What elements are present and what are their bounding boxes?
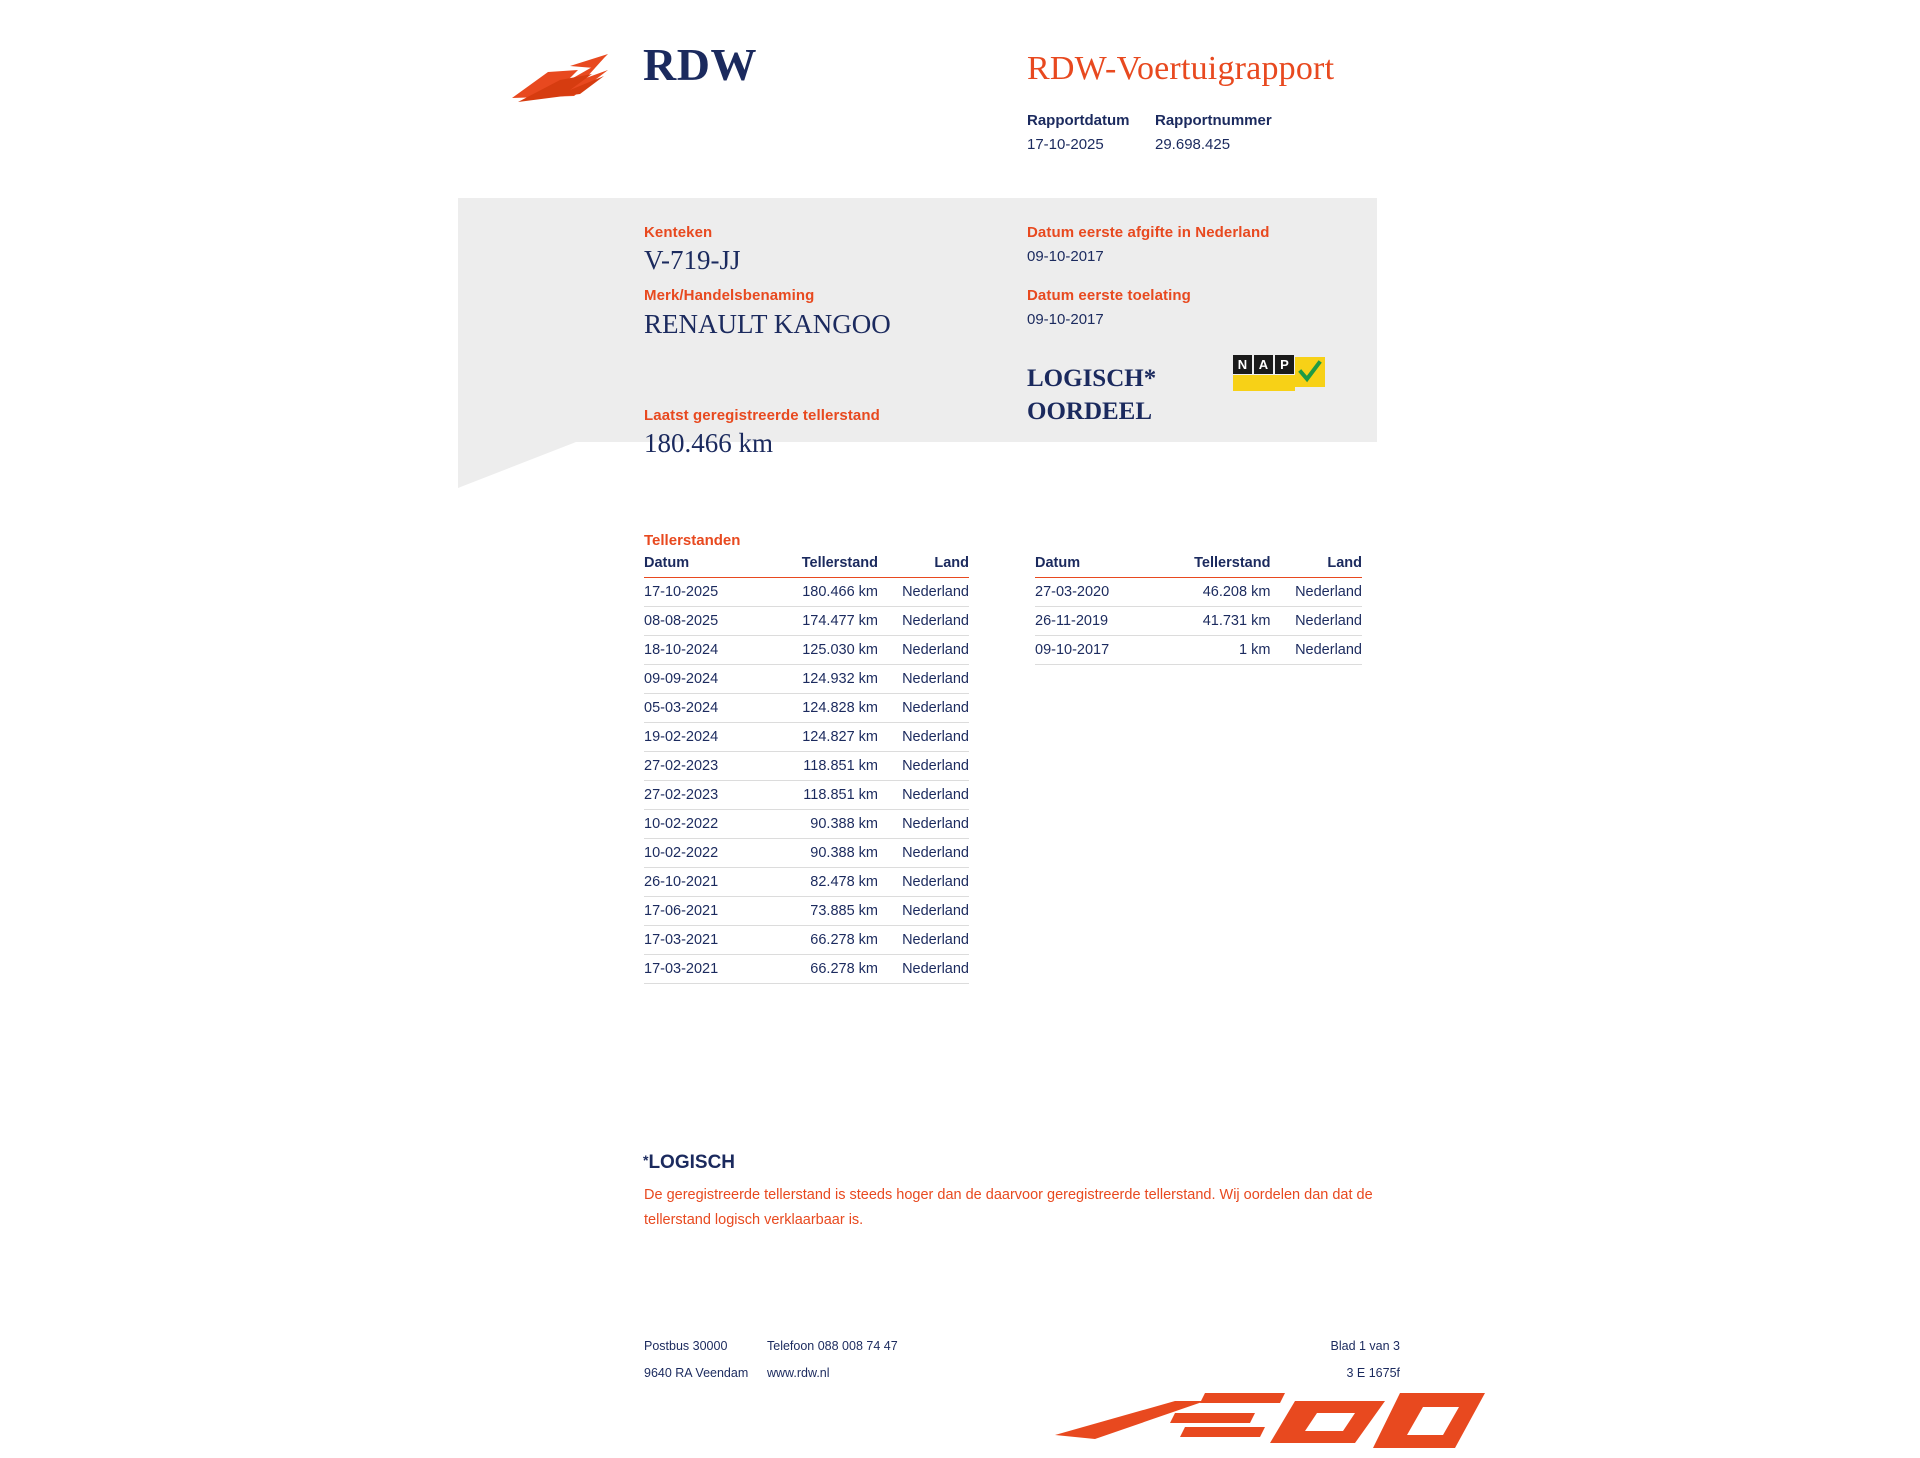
- footnote-title: [643, 1152, 735, 1174]
- verdict-line-2: OORDEEL: [1027, 398, 1153, 425]
- rdw-footer-graphic-icon: [1055, 1393, 1485, 1453]
- table-row: [644, 665, 969, 694]
- cell-datum: 17-03-2021: [644, 955, 768, 984]
- report-date-label: Rapportdatum: [1027, 112, 1130, 129]
- table-row: [644, 868, 969, 897]
- verdict-line-1: LOGISCH*: [1027, 365, 1157, 392]
- nap-letter-a: A: [1254, 355, 1273, 374]
- odometer-table-right: [1035, 553, 1362, 665]
- footnote-star: *: [643, 1152, 649, 1168]
- footnote-title-text: LOGISCH: [648, 1152, 736, 1173]
- cell-datum: 17-03-2021: [644, 926, 768, 955]
- table-row: [644, 694, 969, 723]
- kenteken-value: V-719-JJ: [644, 245, 741, 275]
- last-odometer-label: Laatst geregistreerde tellerstand: [644, 407, 880, 424]
- nap-badge: [1233, 355, 1325, 393]
- first-issue-date-value: 09-10-2017: [1027, 248, 1104, 265]
- check-icon: [1295, 357, 1325, 387]
- last-odometer-value: 180.466 km: [644, 428, 774, 458]
- cell-land: Nederland: [878, 868, 969, 897]
- cell-datum: 10-02-2022: [644, 810, 768, 839]
- odometer-table-left: [644, 553, 969, 984]
- table-row: [644, 636, 969, 665]
- column-header-datum: Datum: [644, 553, 768, 578]
- cell-tellerstand: 124.828 km: [768, 694, 879, 723]
- table-row: [644, 607, 969, 636]
- cell-datum: 18-10-2024: [644, 636, 768, 665]
- first-admission-date-label: Datum eerste toelating: [1027, 287, 1191, 304]
- cell-datum: 27-02-2023: [644, 752, 768, 781]
- footer-website[interactable]: www.rdw.nl: [767, 1366, 830, 1380]
- cell-tellerstand: 46.208 km: [1159, 578, 1270, 607]
- cell-land: Nederland: [878, 752, 969, 781]
- cell-land: Nederland: [878, 607, 969, 636]
- cell-tellerstand: 125.030 km: [768, 636, 879, 665]
- first-admission-date-value: 09-10-2017: [1027, 311, 1104, 328]
- table-row: [644, 926, 969, 955]
- column-header-datum: Datum: [1035, 553, 1159, 578]
- column-header-land: Land: [878, 553, 969, 578]
- cell-datum: 09-10-2017: [1035, 636, 1159, 665]
- cell-tellerstand: 82.478 km: [768, 868, 879, 897]
- cell-tellerstand: 73.885 km: [768, 897, 879, 926]
- cell-tellerstand: 66.278 km: [768, 926, 879, 955]
- cell-datum: 19-02-2024: [644, 723, 768, 752]
- rdw-logo: [508, 40, 808, 110]
- cell-datum: 26-11-2019: [1035, 607, 1159, 636]
- cell-tellerstand: 90.388 km: [768, 810, 879, 839]
- cell-tellerstand: 124.827 km: [768, 723, 879, 752]
- cell-land: Nederland: [878, 781, 969, 810]
- cell-tellerstand: 66.278 km: [768, 955, 879, 984]
- report-number-label: Rapportnummer: [1155, 112, 1272, 129]
- nap-yellow-bar: [1233, 375, 1295, 391]
- cell-datum: 10-02-2022: [644, 839, 768, 868]
- cell-datum: 17-06-2021: [644, 897, 768, 926]
- cell-datum: 17-10-2025: [644, 578, 768, 607]
- footer-city: 9640 RA Veendam: [644, 1366, 749, 1380]
- table-row: [1035, 578, 1362, 607]
- nap-letters: [1233, 355, 1294, 374]
- first-issue-date-label: Datum eerste afgifte in Nederland: [1027, 224, 1270, 241]
- cell-land: Nederland: [878, 897, 969, 926]
- report-date-value: 17-10-2025: [1027, 136, 1104, 153]
- cell-land: Nederland: [878, 955, 969, 984]
- nap-letter-n: N: [1233, 355, 1252, 374]
- cell-land: Nederland: [1270, 607, 1362, 636]
- kenteken-label: Kenteken: [644, 224, 713, 241]
- cell-tellerstand: 124.932 km: [768, 665, 879, 694]
- column-header-tellerstand: Tellerstand: [768, 553, 879, 578]
- nap-letter-p: P: [1275, 355, 1294, 374]
- panel-corner-notch: [458, 442, 576, 488]
- cell-tellerstand: 41.731 km: [1159, 607, 1270, 636]
- cell-land: Nederland: [878, 810, 969, 839]
- column-header-land: Land: [1270, 553, 1362, 578]
- cell-land: Nederland: [878, 636, 969, 665]
- footer-telephone: Telefoon 088 008 74 47: [767, 1339, 898, 1353]
- table-header-row: [644, 553, 969, 578]
- table-row: [644, 752, 969, 781]
- footer-page-number: Blad 1 van 3: [1330, 1339, 1400, 1353]
- footnote-body: De geregistreerde tellerstand is steeds hoger dan de daarvoor geregistreerde tellerstand. Wij oordelen dan dat de tellerstand logisch verklaarbaar is.: [644, 1187, 1373, 1228]
- cell-datum: 26-10-2021: [644, 868, 768, 897]
- cell-datum: 27-03-2020: [1035, 578, 1159, 607]
- table-body-left: [644, 578, 969, 984]
- rdw-swoosh-logo-icon: [508, 48, 626, 108]
- verdict-block: [1027, 362, 1156, 428]
- cell-land: Nederland: [1270, 636, 1362, 665]
- cell-datum: 05-03-2024: [644, 694, 768, 723]
- report-title: RDW-Voertuigrapport: [1027, 50, 1335, 87]
- cell-tellerstand: 174.477 km: [768, 607, 879, 636]
- footer-form-code: 3 E 1675f: [1346, 1366, 1400, 1380]
- column-header-tellerstand: Tellerstand: [1159, 553, 1270, 578]
- table-row: [1035, 636, 1362, 665]
- table-row: [644, 810, 969, 839]
- cell-land: Nederland: [878, 665, 969, 694]
- rdw-wordmark: RDW: [643, 39, 757, 90]
- cell-land: Nederland: [878, 578, 969, 607]
- table-row: [644, 955, 969, 984]
- cell-datum: 27-02-2023: [644, 781, 768, 810]
- table-row: [1035, 607, 1362, 636]
- table-row: [644, 897, 969, 926]
- cell-tellerstand: 1 km: [1159, 636, 1270, 665]
- cell-land: Nederland: [1270, 578, 1362, 607]
- odometer-table-title: Tellerstanden: [644, 532, 741, 549]
- table-row: [644, 781, 969, 810]
- cell-tellerstand: 118.851 km: [768, 781, 879, 810]
- cell-tellerstand: 180.466 km: [768, 578, 879, 607]
- cell-tellerstand: 118.851 km: [768, 752, 879, 781]
- report-number-value: 29.698.425: [1155, 136, 1231, 153]
- cell-datum: 09-09-2024: [644, 665, 768, 694]
- table-body-right: [1035, 578, 1362, 665]
- merk-label: Merk/Handelsbenaming: [644, 287, 815, 304]
- cell-land: Nederland: [878, 926, 969, 955]
- cell-land: Nederland: [878, 694, 969, 723]
- merk-value: RENAULT KANGOO: [644, 309, 891, 339]
- table-header-row: [1035, 553, 1362, 578]
- cell-tellerstand: 90.388 km: [768, 839, 879, 868]
- cell-land: Nederland: [878, 723, 969, 752]
- table-row: [644, 578, 969, 607]
- footer-postbus: Postbus 30000: [644, 1339, 728, 1353]
- table-row: [644, 723, 969, 752]
- cell-land: Nederland: [878, 839, 969, 868]
- cell-datum: 08-08-2025: [644, 607, 768, 636]
- table-row: [644, 839, 969, 868]
